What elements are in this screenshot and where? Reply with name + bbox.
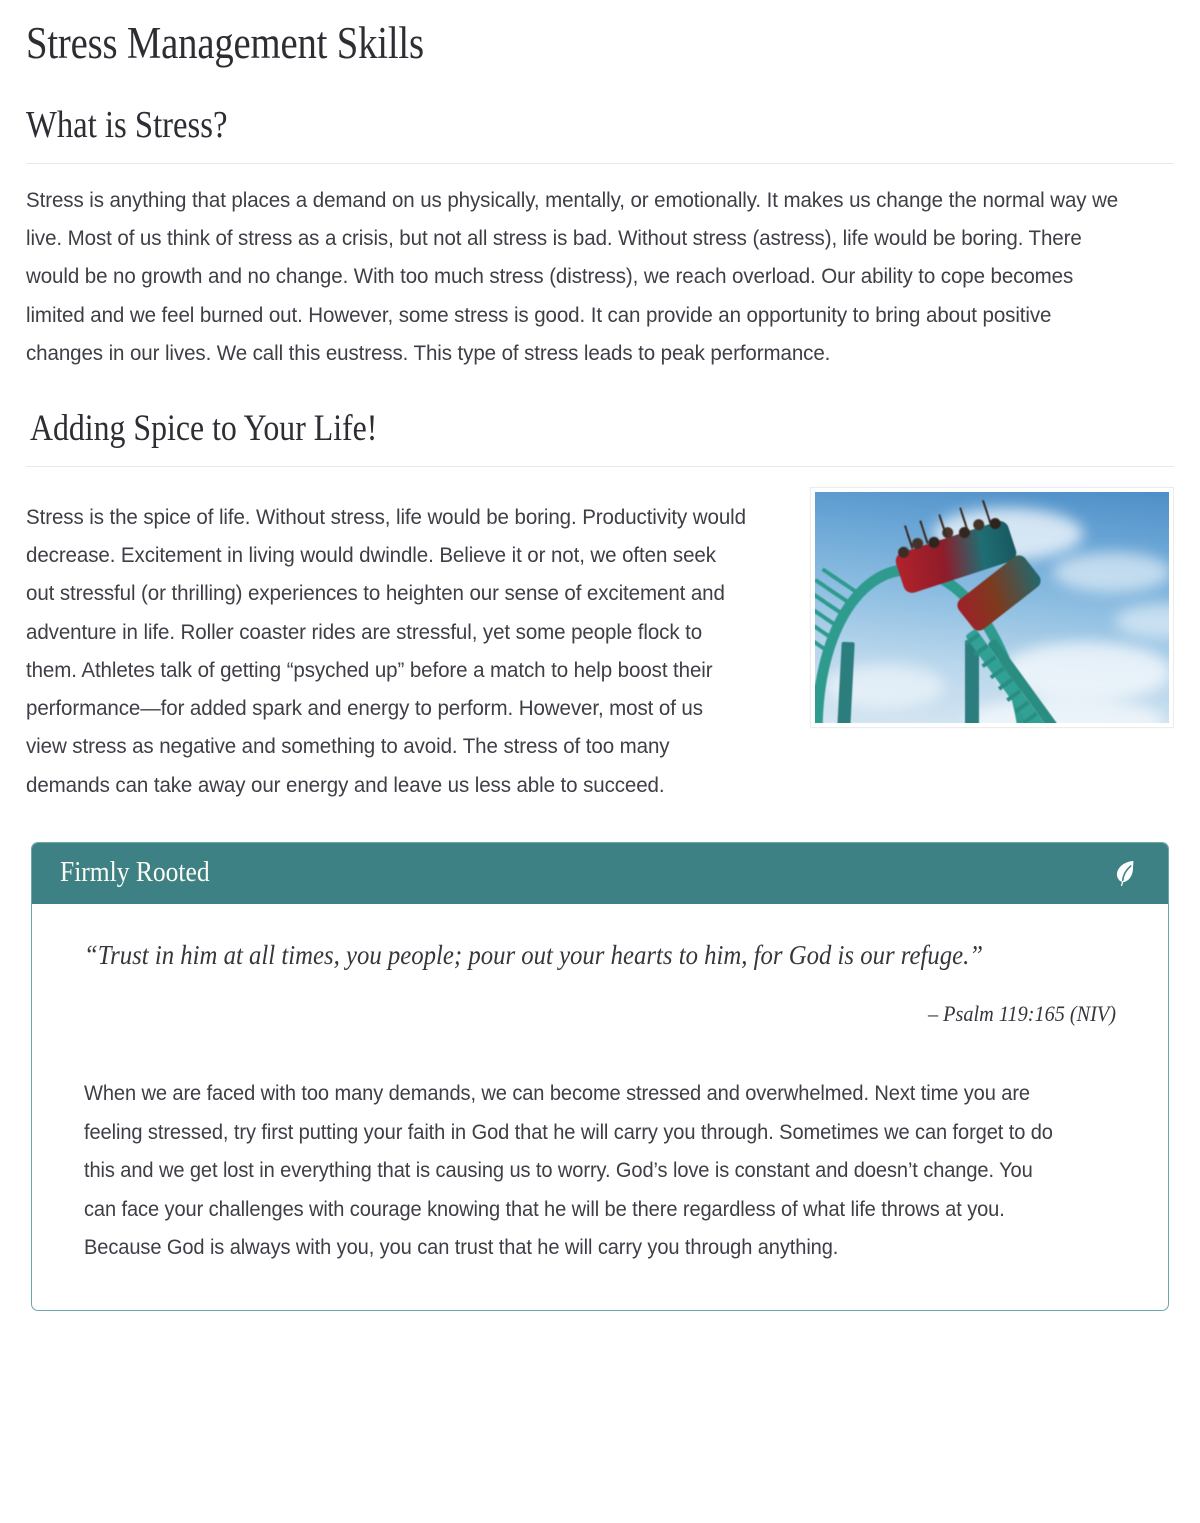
firmly-rooted-callout — [31, 842, 1169, 1311]
section-paragraph-what-is-stress: Stress is anything that places a demand on us physically, mentally, or emotionally. It makes us change the normal way we live. Most of us think of stress as a crisis, but not all stress is bad. Without stress (astress), life would be boring. There would be no growth and no change. With too much stress (distress), we reach overload. Our ability to cope becomes limited and we feel burned out. However, some stress is good. It can provide an opportunity to bring about positive changes in our lives. We call this eustress. This type of stress leads to peak performance. — [26, 187, 1119, 365]
section-heading-adding-spice: Adding Spice to Your Life! — [30, 408, 378, 450]
leaf-icon — [1112, 858, 1142, 888]
callout-body — [32, 904, 1168, 1310]
callout-header — [32, 843, 1168, 904]
spice-section — [26, 481, 1174, 804]
callout-paragraph: When we are faced with too many demands, we can become stressed and overwhelmed. Next time you are feeling stressed, try first putting your faith in God that he will carry you through. Sometimes we can forget to do this and we get lost in everything that is causing us to worry. God’s love is constant and doesn’t change. You can face your challenges with courage knowing that he will be there regardless of what life throws at you. Because God is always with you, you can trust that he will carry you through anything. — [84, 1081, 1053, 1260]
document-page — [0, 18, 1200, 1311]
scripture-citation: – Psalm 119:165 (NIV) — [927, 1000, 1116, 1026]
section-paragraph-adding-spice: Stress is the spice of life. Without stress, life would be boring. Productivity would decrease. Excitement in living would dwindle. Believe it or not, we often seek out stressful (or thrilling) experiences to heighten our sense of excitement and adventure in life. Roller coaster rides are stressful, yet some people flock to them. Athletes talk of getting “psyched up” before a match to help boost their performance—for added spark and energy to perform. However, most of us view stress as negative and something to avoid. The stress of too many demands can take away our energy and leave us less able to succeed. — [26, 504, 746, 797]
callout-title: Firmly Rooted — [60, 855, 210, 888]
section-heading-what-is-stress: What is Stress? — [26, 104, 228, 147]
heading-divider — [26, 466, 1174, 467]
scripture-quote: “Trust in him at all times, you people; pour out your hearts to him, for God is our refuge.” — [84, 938, 984, 970]
heading-divider — [26, 163, 1174, 164]
page-title: Stress Management Skills — [26, 18, 424, 68]
